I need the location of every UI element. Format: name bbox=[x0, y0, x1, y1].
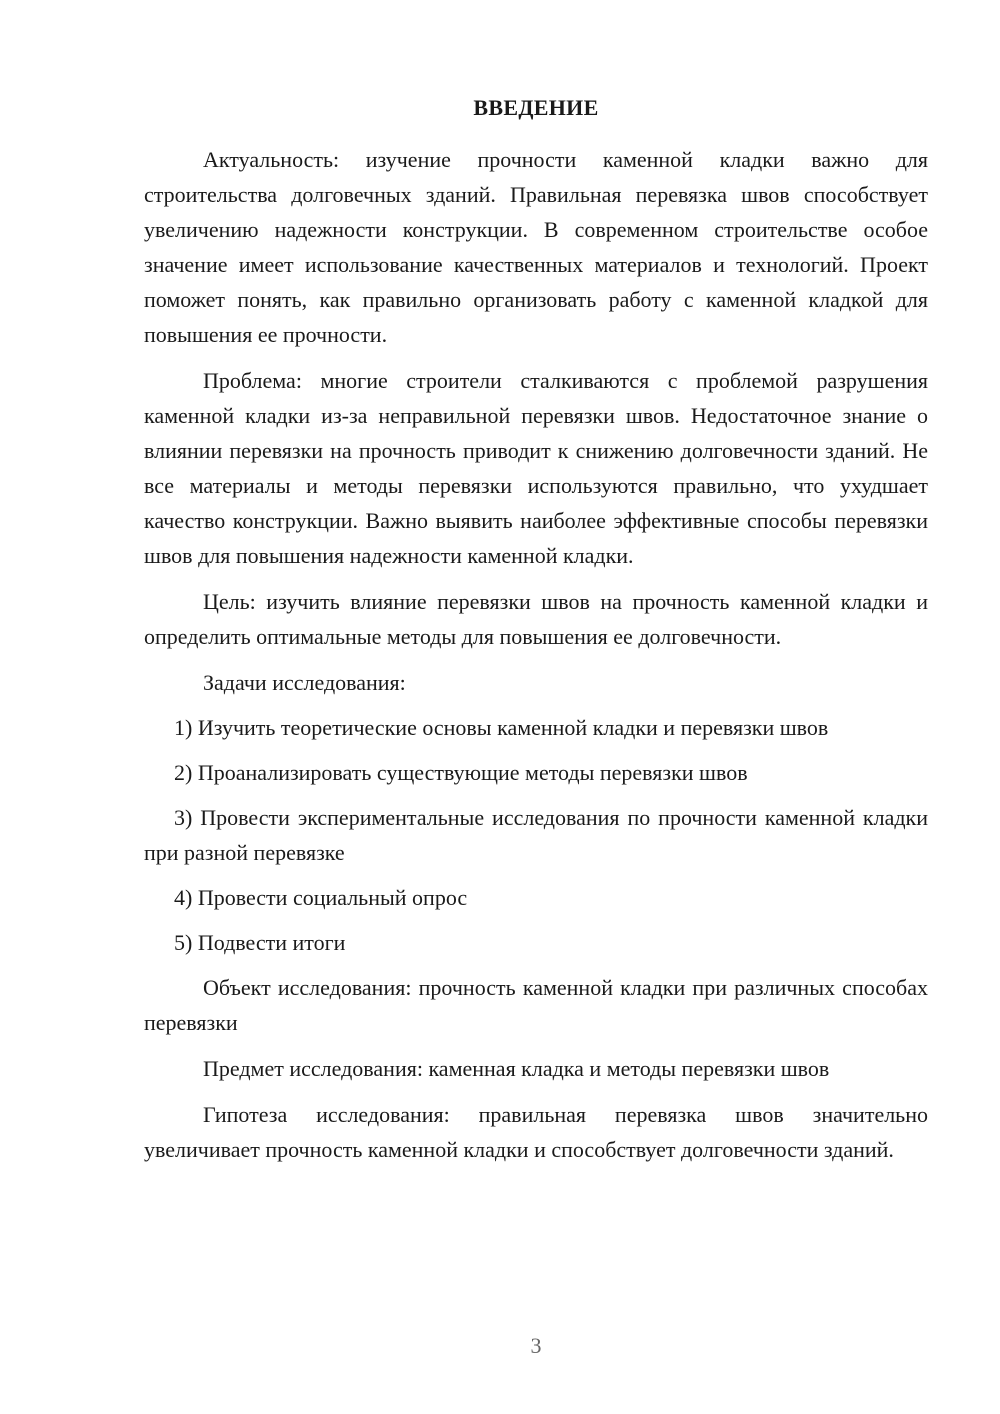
document-body bbox=[144, 142, 928, 1167]
task-item-1: 1) Изучить теоретические основы каменной кладки и перевязки швов bbox=[174, 715, 829, 740]
task-item-3: 3) Провести экспериментальные исследования по прочности каменной кладки при разной перевязке bbox=[144, 805, 928, 865]
paragraph-problem: Проблема: многие строители сталкиваются с проблемой разрушения каменной кладки из-за неправильной перевязки швов. Недостаточное знание о влиянии перевязки на прочность приводит к снижению долговечности зданий. Не все материалы и методы перевязки используются правильно, что ухудшает качество конструкции. Важно выявить наиболее эффективные способы перевязки швов для повышения надежности каменной кладки. bbox=[144, 368, 928, 568]
paragraph-object: Объект исследования: прочность каменной кладки при различных способах перевязки bbox=[144, 975, 928, 1035]
page-number: 3 bbox=[530, 1333, 542, 1358]
paragraph-subject: Предмет исследования: каменная кладка и методы перевязки швов bbox=[203, 1056, 830, 1081]
page-title: ВВЕДЕНИЕ bbox=[473, 95, 599, 120]
paragraph-relevance: Актуальность: изучение прочности каменной кладки важно для строительства долговечных зданий. Правильная перевязка швов способствует увеличению надежности конструкции. В современном строительстве особое значение имеет использование качественных материалов и технологий. Проект поможет понять, как правильно организовать работу с каменной кладкой для повышения ее прочности. bbox=[144, 147, 928, 347]
task-item-5: 5) Подвести итоги bbox=[174, 930, 346, 955]
task-item-2: 2) Проанализировать существующие методы перевязки швов bbox=[174, 760, 748, 785]
paragraph-goal: Цель: изучить влияние перевязки швов на прочность каменной кладки и определить оптимальные методы для повышения ее долговечности. bbox=[144, 589, 928, 649]
tasks-title: Задачи исследования: bbox=[203, 670, 406, 695]
task-item-4: 4) Провести социальный опрос bbox=[174, 885, 468, 910]
paragraph-hypothesis: Гипотеза исследования: правильная перевязка швов значительно увеличивает прочность каменной кладки и способствует долговечности зданий. bbox=[144, 1102, 928, 1162]
